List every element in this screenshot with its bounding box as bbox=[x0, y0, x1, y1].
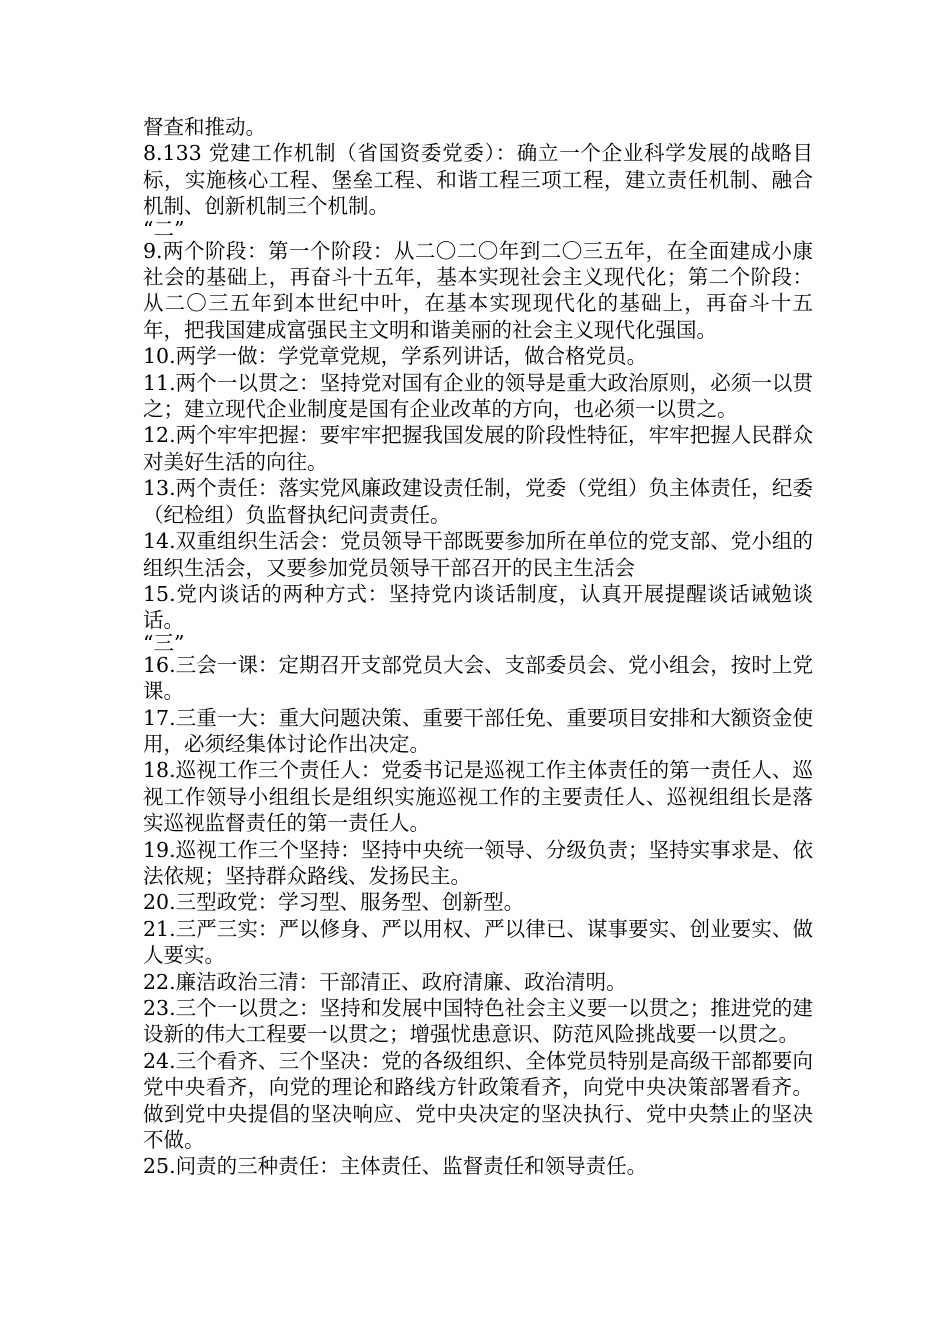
section-heading-two: “二” bbox=[143, 216, 185, 241]
item-17-paragraph: 17.三重一大：重大问题决策、重要干部任免、重要项目安排和大额资金使用，必须经集体讨论作出决定。 bbox=[143, 705, 813, 756]
item-16-paragraph: 16.三会一课：定期召开支部党员大会、支部委员会、党小组会，按时上党课。 bbox=[143, 652, 813, 704]
item-19-paragraph: 19.巡视工作三个坚持：坚持中央统一领导、分级负责；坚持实事求是、依法依规；坚持群众路线、发扬民主。 bbox=[143, 837, 813, 888]
item-22-paragraph: 22.廉洁政治三清：干部清正、政府清廉、政治清明。 bbox=[143, 969, 627, 994]
document-page bbox=[143, 114, 813, 1180]
item-9-paragraph: 9.两个阶段：第一个阶段：从二〇二〇年到二〇三五年，在全面建成小康社会的基础上，再奋斗十五年，基本实现社会主义现代化；第二个阶段：从二〇三五年到本世纪中叶，在基本实现现代化的基础上，再奋斗十五年，把我国建成富强民主文明和谐美丽的社会主义现代化强国。 bbox=[143, 238, 813, 342]
item-15-paragraph: 15.党内谈话的两种方式：坚持党内谈话制度，认真开展提醒谈话诫勉谈话。 bbox=[143, 581, 813, 633]
item-10-paragraph: 10.两学一做：学党章党规，学系列讲话，做合格党员。 bbox=[143, 344, 648, 369]
item-8-paragraph: 8.133 党建工作机制（省国资委党委）：确立一个企业科学发展的战略目标，实施核心工程、堡垒工程、和谐工程三项工程，建立责任机制、融合机制、创新机制三个机制。 bbox=[143, 141, 813, 219]
item-18-paragraph: 18.巡视工作三个责任人：党委书记是巡视工作主体责任的第一责任人、巡视工作领导小组组长是组织实施巡视工作的主要责任人、巡视组组长是落实巡视监督责任的第一责任人。 bbox=[143, 758, 813, 836]
paragraph-continuation: 督查和推动。 bbox=[143, 115, 266, 139]
item-23-paragraph: 23.三个一以贯之：坚持和发展中国特色社会主义要一以贯之；推进党的建设新的伟大工程要一以贯之；增强忧患意识、防范风险挑战要一以贯之。 bbox=[143, 996, 813, 1047]
item-20-paragraph: 20.三型政党：学习型、服务型、创新型。 bbox=[143, 890, 525, 915]
item-25-paragraph: 25.问责的三种责任：主体责任、监督责任和领导责任。 bbox=[143, 1154, 648, 1179]
item-24-paragraph: 24.三个看齐、三个坚决：党的各级组织、全体党员特别是高级干部都要向党中央看齐，向党的理论和路线方针政策看齐，向党中央决策部署看齐。做到党中央提倡的坚决响应、党中央决定的坚决执行、党中央禁止的坚决不做。 bbox=[143, 1048, 813, 1153]
item-14-paragraph: 14.双重组织生活会：党员领导干部既要参加所在单位的党支部、党小组的组织生活会，又要参加党员领导干部召开的民主生活会 bbox=[143, 529, 813, 580]
item-12-paragraph: 12.两个牢牢把握：要牢牢把握我国发展的阶段性特征，牢牢把握人民群众对美好生活的向往。 bbox=[143, 423, 813, 474]
section-heading-three: “三” bbox=[143, 630, 185, 655]
item-13-paragraph: 13.两个责任：落实党风廉政建设责任制，党委（党组）负主体责任，纪委（纪检组）负监督执纪问责责任。 bbox=[143, 476, 813, 527]
item-21-paragraph: 21.三严三实：严以修身、严以用权、严以律已、谋事要实、创业要实、做人要实。 bbox=[143, 916, 813, 968]
item-11-paragraph: 11.两个一以贯之：坚持党对国有企业的领导是重大政治原则，必须一以贯之；建立现代企业制度是国有企业改革的方向，也必须一以贯之。 bbox=[143, 370, 813, 422]
